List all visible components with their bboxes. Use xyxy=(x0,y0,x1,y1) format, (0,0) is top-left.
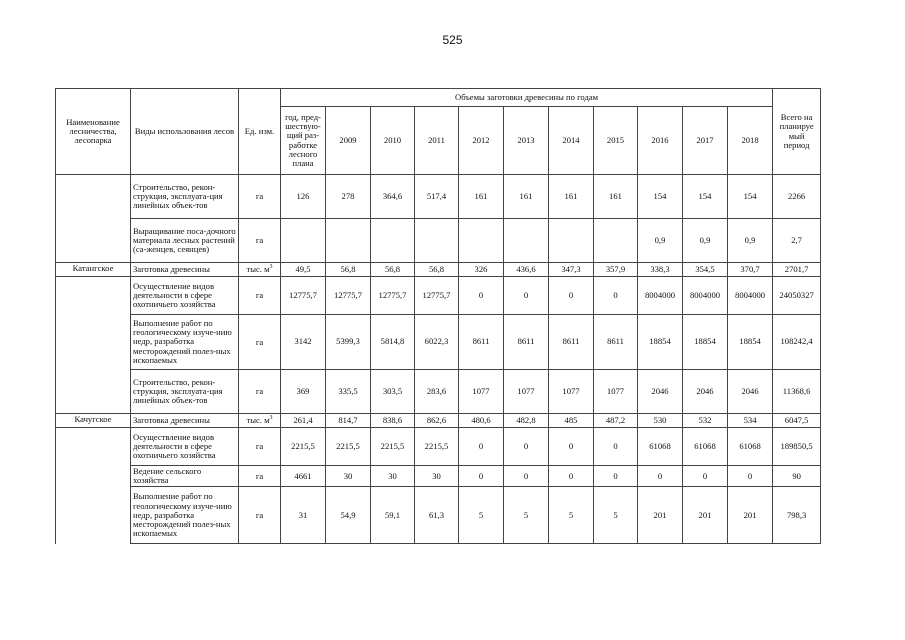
year-value-cell: 283,6 xyxy=(415,370,459,414)
year-value-cell: 0 xyxy=(504,277,549,315)
unit-cell xyxy=(239,277,281,315)
year-value-cell: 2215,5 xyxy=(326,428,371,466)
year-value-cell: 61,3 xyxy=(415,487,459,544)
year-value-cell: 487,2 xyxy=(594,414,638,428)
header-total: Всего на планируе мый период xyxy=(773,89,821,175)
unit-superscript: 3 xyxy=(269,264,273,271)
header-prev-year: год, пред-шествую-щий раз-работке лесного плана xyxy=(281,107,326,175)
year-value-cell: 201 xyxy=(728,487,773,544)
year-value-cell: 357,9 xyxy=(594,263,638,277)
header-year: 2010 xyxy=(371,107,415,175)
year-value-cell: 5814,8 xyxy=(371,315,415,370)
year-value-cell: 517,4 xyxy=(415,175,459,219)
unit-text: га xyxy=(255,336,264,347)
total-value-cell: 2266 xyxy=(773,175,821,219)
unit-cell xyxy=(239,466,281,487)
year-value-cell: 161 xyxy=(459,175,504,219)
unit-text: тыс. м xyxy=(246,415,270,426)
year-value-cell xyxy=(549,219,594,263)
year-value-cell: 0 xyxy=(459,428,504,466)
table-row xyxy=(56,175,821,219)
prev-year-value-cell: 4661 xyxy=(281,466,326,487)
year-value-cell: 364,6 xyxy=(371,175,415,219)
year-value-cell: 0 xyxy=(683,466,728,487)
year-value-cell: 8004000 xyxy=(638,277,683,315)
year-value-cell: 814,7 xyxy=(326,414,371,428)
year-value-cell: 326 xyxy=(459,263,504,277)
year-value-cell: 862,6 xyxy=(415,414,459,428)
header-year: 2014 xyxy=(549,107,594,175)
year-value-cell: 154 xyxy=(728,175,773,219)
unit-text: га xyxy=(255,290,264,301)
year-value-cell: 18854 xyxy=(683,315,728,370)
table-row xyxy=(56,315,821,370)
year-value-cell: 5 xyxy=(504,487,549,544)
year-value-cell: 0 xyxy=(594,277,638,315)
year-value-cell: 482,8 xyxy=(504,414,549,428)
usage-type-cell: Ведение сельского хозяйства xyxy=(131,466,239,487)
year-value-cell: 6022,3 xyxy=(415,315,459,370)
usage-type-cell: Выполнение работ по геологическому изуче-нию недр, разработка месторождений полез-ных ископаемых xyxy=(131,487,239,544)
prev-year-value-cell xyxy=(281,219,326,263)
unit-text: га xyxy=(255,235,264,246)
forestry-name-cell xyxy=(56,277,131,315)
table-row xyxy=(56,277,821,315)
year-value-cell: 5 xyxy=(594,487,638,544)
year-value-cell: 534 xyxy=(728,414,773,428)
year-value-cell xyxy=(371,219,415,263)
prev-year-value-cell: 49,5 xyxy=(281,263,326,277)
unit-superscript: 3 xyxy=(269,415,273,422)
unit-cell xyxy=(239,428,281,466)
year-value-cell: 347,3 xyxy=(549,263,594,277)
year-value-cell: 61068 xyxy=(638,428,683,466)
forestry-name-cell xyxy=(56,175,131,219)
unit-text: га xyxy=(255,510,264,521)
total-value-cell: 189850,5 xyxy=(773,428,821,466)
year-value-cell: 18854 xyxy=(638,315,683,370)
year-value-cell: 0 xyxy=(728,466,773,487)
year-value-cell: 59,1 xyxy=(371,487,415,544)
year-value-cell xyxy=(594,219,638,263)
year-value-cell: 370,7 xyxy=(728,263,773,277)
timber-harvest-table xyxy=(55,88,821,544)
year-value-cell: 8611 xyxy=(459,315,504,370)
table-row xyxy=(56,466,821,487)
year-value-cell: 2215,5 xyxy=(371,428,415,466)
year-value-cell: 5399,3 xyxy=(326,315,371,370)
unit-text: тыс. м xyxy=(246,264,270,275)
usage-type-cell: Заготовка древесины xyxy=(131,414,239,428)
year-value-cell: 0 xyxy=(504,466,549,487)
header-year: 2011 xyxy=(415,107,459,175)
forestry-name-cell xyxy=(56,370,131,414)
year-value-cell: 0 xyxy=(638,466,683,487)
forestry-name-cell xyxy=(56,487,131,544)
year-value-cell: 201 xyxy=(638,487,683,544)
usage-type-cell: Осуществление видов деятельности в сфере охотничьего хозяйства xyxy=(131,277,239,315)
year-value-cell: 8004000 xyxy=(728,277,773,315)
forestry-name-cell xyxy=(56,466,131,487)
forestry-name-cell xyxy=(56,315,131,370)
unit-text: га xyxy=(255,441,264,452)
year-value-cell: 5 xyxy=(459,487,504,544)
table-row xyxy=(56,219,821,263)
usage-type-cell: Строительство, рекон-струкция, эксплуата-ция линейных объек-тов xyxy=(131,175,239,219)
prev-year-value-cell: 31 xyxy=(281,487,326,544)
year-value-cell: 0 xyxy=(594,428,638,466)
year-value-cell: 0 xyxy=(504,428,549,466)
year-value-cell: 0 xyxy=(549,277,594,315)
year-value-cell xyxy=(326,219,371,263)
year-value-cell: 30 xyxy=(371,466,415,487)
year-value-cell: 30 xyxy=(415,466,459,487)
unit-cell xyxy=(239,414,281,428)
year-value-cell: 436,6 xyxy=(504,263,549,277)
year-value-cell: 2215,5 xyxy=(415,428,459,466)
prev-year-value-cell: 12775,7 xyxy=(281,277,326,315)
year-value-cell: 303,5 xyxy=(371,370,415,414)
year-value-cell: 0,9 xyxy=(728,219,773,263)
unit-cell xyxy=(239,175,281,219)
year-value-cell: 201 xyxy=(683,487,728,544)
prev-year-value-cell: 261,4 xyxy=(281,414,326,428)
year-value-cell: 354,5 xyxy=(683,263,728,277)
year-value-cell: 8611 xyxy=(594,315,638,370)
forestry-name-cell: Качугское xyxy=(56,414,131,428)
total-value-cell: 2701,7 xyxy=(773,263,821,277)
year-value-cell: 0,9 xyxy=(683,219,728,263)
year-value-cell xyxy=(504,219,549,263)
year-value-cell: 56,8 xyxy=(415,263,459,277)
year-value-cell: 0 xyxy=(594,466,638,487)
header-volumes-group: Объемы заготовки древесины по годам xyxy=(281,89,773,107)
table-row xyxy=(56,414,821,428)
year-value-cell: 154 xyxy=(638,175,683,219)
year-value-cell: 8611 xyxy=(549,315,594,370)
year-value-cell: 532 xyxy=(683,414,728,428)
year-value-cell: 12775,7 xyxy=(326,277,371,315)
unit-text: га xyxy=(255,191,264,202)
year-value-cell: 1077 xyxy=(459,370,504,414)
header-year: 2015 xyxy=(594,107,638,175)
unit-cell xyxy=(239,315,281,370)
year-value-cell: 838,6 xyxy=(371,414,415,428)
unit-text: га xyxy=(255,386,264,397)
unit-cell xyxy=(239,263,281,277)
year-value-cell xyxy=(415,219,459,263)
year-value-cell: 278 xyxy=(326,175,371,219)
usage-type-cell: Заготовка древесины xyxy=(131,263,239,277)
year-value-cell: 54,9 xyxy=(326,487,371,544)
year-value-cell: 480,6 xyxy=(459,414,504,428)
year-value-cell: 2046 xyxy=(638,370,683,414)
forestry-name-cell xyxy=(56,219,131,263)
total-value-cell: 90 xyxy=(773,466,821,487)
year-value-cell: 0,9 xyxy=(638,219,683,263)
header-year: 2013 xyxy=(504,107,549,175)
total-value-cell: 24050327 xyxy=(773,277,821,315)
prev-year-value-cell: 2215,5 xyxy=(281,428,326,466)
year-value-cell: 12775,7 xyxy=(371,277,415,315)
forestry-name-cell xyxy=(56,428,131,466)
year-value-cell: 161 xyxy=(549,175,594,219)
year-value-cell: 0 xyxy=(549,428,594,466)
year-value-cell: 5 xyxy=(549,487,594,544)
usage-type-cell: Осуществление видов деятельности в сфере охотничьего хозяйства xyxy=(131,428,239,466)
year-value-cell: 8611 xyxy=(504,315,549,370)
year-value-cell: 1077 xyxy=(594,370,638,414)
year-value-cell: 338,3 xyxy=(638,263,683,277)
table-row xyxy=(56,428,821,466)
total-value-cell: 11368,6 xyxy=(773,370,821,414)
total-value-cell: 2,7 xyxy=(773,219,821,263)
year-value-cell: 530 xyxy=(638,414,683,428)
year-value-cell: 1077 xyxy=(549,370,594,414)
header-year: 2016 xyxy=(638,107,683,175)
year-value-cell: 56,8 xyxy=(371,263,415,277)
year-value-cell: 1077 xyxy=(504,370,549,414)
table-row xyxy=(56,487,821,544)
unit-cell xyxy=(239,370,281,414)
header-year: 2009 xyxy=(326,107,371,175)
header-year: 2018 xyxy=(728,107,773,175)
usage-type-cell: Выращивание поса-дочного материала лесных растений (са-женцев, сеянцев) xyxy=(131,219,239,263)
year-value-cell: 335,5 xyxy=(326,370,371,414)
year-value-cell: 0 xyxy=(459,466,504,487)
year-value-cell: 8004000 xyxy=(683,277,728,315)
year-value-cell: 154 xyxy=(683,175,728,219)
table-row xyxy=(56,263,821,277)
year-value-cell: 161 xyxy=(594,175,638,219)
header-year: 2012 xyxy=(459,107,504,175)
year-value-cell: 2046 xyxy=(728,370,773,414)
year-value-cell: 56,8 xyxy=(326,263,371,277)
header-forestry: Наименование лесничества, лесопарка xyxy=(56,89,131,175)
year-value-cell: 161 xyxy=(504,175,549,219)
unit-cell xyxy=(239,487,281,544)
prev-year-value-cell: 3142 xyxy=(281,315,326,370)
header-usage: Виды использования лесов xyxy=(131,89,239,175)
year-value-cell xyxy=(459,219,504,263)
usage-type-cell: Выполнение работ по геологическому изуче-нию недр, разработка месторождений полез-ных ископаемых xyxy=(131,315,239,370)
year-value-cell: 61068 xyxy=(728,428,773,466)
year-value-cell: 2046 xyxy=(683,370,728,414)
year-value-cell: 30 xyxy=(326,466,371,487)
unit-text: га xyxy=(255,471,264,482)
usage-type-cell: Строительство, рекон-струкция, эксплуата-ция линейных объек-тов xyxy=(131,370,239,414)
header-year: 2017 xyxy=(683,107,728,175)
year-value-cell: 18854 xyxy=(728,315,773,370)
year-value-cell: 485 xyxy=(549,414,594,428)
table-row xyxy=(56,370,821,414)
total-value-cell: 108242,4 xyxy=(773,315,821,370)
year-value-cell: 0 xyxy=(549,466,594,487)
total-value-cell: 6047,5 xyxy=(773,414,821,428)
year-value-cell: 0 xyxy=(459,277,504,315)
unit-cell xyxy=(239,219,281,263)
total-value-cell: 798,3 xyxy=(773,487,821,544)
prev-year-value-cell: 369 xyxy=(281,370,326,414)
header-unit: Ед. изм. xyxy=(239,89,281,175)
prev-year-value-cell: 126 xyxy=(281,175,326,219)
forestry-name-cell: Катангское xyxy=(56,263,131,277)
year-value-cell: 12775,7 xyxy=(415,277,459,315)
page-number: 525 xyxy=(442,33,463,47)
year-value-cell: 61068 xyxy=(683,428,728,466)
